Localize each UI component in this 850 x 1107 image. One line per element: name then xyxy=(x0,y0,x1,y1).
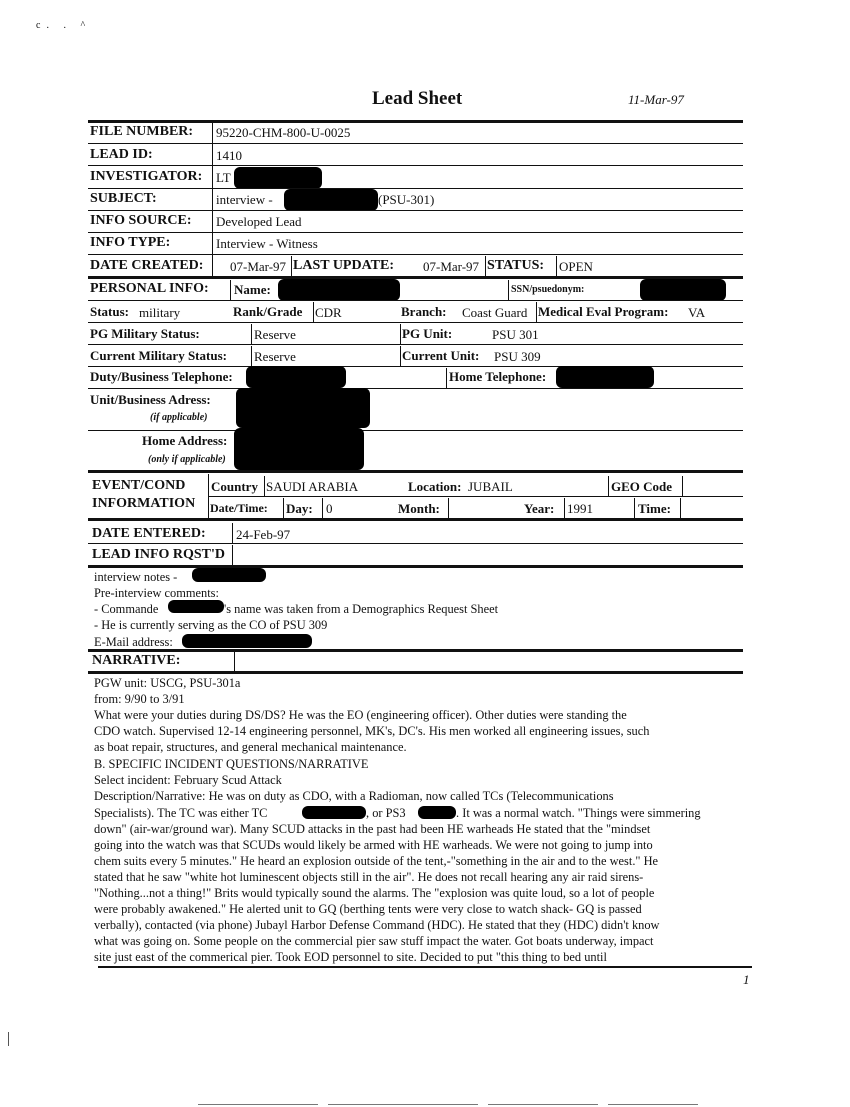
subject-prefix: interview - xyxy=(216,192,273,207)
personal-info-label: PERSONAL INFO: xyxy=(90,281,209,296)
redaction-block xyxy=(556,366,654,388)
status-field-label: Status: xyxy=(90,304,130,319)
pg-military-status-label: PG Military Status: xyxy=(90,326,200,341)
row-rule xyxy=(88,143,743,144)
row-rule xyxy=(88,188,743,189)
country-label: Country xyxy=(211,479,258,494)
cell-divider xyxy=(485,256,486,276)
narrative-line: what was going on. Some people on the commercial pier saw stuff impact the water. Got boats underway, impact xyxy=(94,934,654,948)
status-label: STATUS: xyxy=(487,258,545,273)
narrative-line: Description/Narrative: He was on duty as CDO, with a Radioman, now called TCs (Telecommunications xyxy=(94,789,614,803)
day-label: Day: xyxy=(286,501,313,516)
section-rule xyxy=(88,649,743,652)
lead-id-value: 1410 xyxy=(216,148,242,163)
notes-line: interview notes - xyxy=(94,570,178,584)
scan-artifact-line xyxy=(488,1104,598,1105)
narrative-line: B. SPECIFIC INCIDENT QUESTIONS/NARRATIVE xyxy=(94,757,369,771)
cell-divider xyxy=(230,280,231,300)
notes-line: - Commande xyxy=(94,602,159,616)
cell-divider xyxy=(283,498,284,518)
last-update-value: 07-Mar-97 xyxy=(423,259,480,274)
cell-divider xyxy=(564,498,565,518)
ssn-label: SSN/psuedonym: xyxy=(511,284,585,295)
page-title: Lead Sheet xyxy=(372,88,463,109)
date-created-label: DATE CREATED: xyxy=(90,258,204,273)
home-address-note: (only if applicable) xyxy=(148,454,226,465)
cell-divider xyxy=(536,302,537,322)
unit-address-note: (if applicable) xyxy=(150,412,208,423)
event-cond-label: EVENT/COND xyxy=(92,478,186,493)
cell-divider xyxy=(264,476,265,496)
narrative-line: "Nothing...not a thing!" Brits would typically sound the alarms. The "explosion was quite loud, so a lot of people xyxy=(94,886,655,900)
cell-divider xyxy=(680,498,681,518)
narrative-line: . It was a normal watch. "Things were simmering xyxy=(456,806,701,820)
notes-line: - He is currently serving as the CO of PSU 309 xyxy=(94,618,328,632)
cell-divider xyxy=(251,346,252,366)
redaction-block xyxy=(302,806,366,819)
pg-unit-label: PG Unit: xyxy=(402,326,453,341)
info-type-label: INFO TYPE: xyxy=(90,235,171,250)
redaction-block xyxy=(168,600,224,613)
datetime-label: Date/Time: xyxy=(210,501,268,515)
redaction-block xyxy=(236,388,370,428)
unit-address-label: Unit/Business Adress: xyxy=(90,392,211,407)
rank-label: Rank/Grade xyxy=(233,304,303,319)
country-value: SAUDI ARABIA xyxy=(266,479,359,494)
narrative-line: Specialists). The TC was either TC xyxy=(94,806,268,820)
scan-artifact-line xyxy=(328,1104,478,1105)
row-rule xyxy=(88,300,743,301)
row-rule xyxy=(88,232,743,233)
narrative-label: NARRATIVE: xyxy=(92,653,181,668)
narrative-line: from: 9/90 to 3/91 xyxy=(94,692,185,706)
row-rule xyxy=(88,165,743,166)
current-military-status-label: Current Military Status: xyxy=(90,348,227,363)
cell-divider xyxy=(446,368,447,388)
redaction-block xyxy=(182,634,312,648)
footer-rule xyxy=(98,966,752,968)
cell-divider xyxy=(634,498,635,518)
narrative-line: verbally), contacted (via phone) Jubayl Harbor Defense Command (HDC). He stated that they (HDC) didn't know xyxy=(94,918,660,932)
home-address-label: Home Address: xyxy=(142,433,228,448)
file-number-label: FILE NUMBER: xyxy=(90,124,194,139)
corner-marks: c. . ^ xyxy=(36,20,92,31)
report-date: 11-Mar-97 xyxy=(628,92,684,107)
day-value: 0 xyxy=(326,501,333,516)
investigator-label: INVESTIGATOR: xyxy=(90,169,203,184)
location-label: Location: xyxy=(408,479,462,494)
row-rule xyxy=(88,254,743,255)
redaction-block xyxy=(192,568,266,582)
info-source-label: INFO SOURCE: xyxy=(90,213,192,228)
cell-divider xyxy=(232,545,233,565)
redaction-block xyxy=(418,806,456,819)
location-value: JUBAIL xyxy=(468,479,513,494)
redaction-block xyxy=(246,366,346,388)
investigator-value: LT xyxy=(216,170,231,185)
rank-value: CDR xyxy=(315,305,342,320)
medical-eval-value: VA xyxy=(688,305,706,320)
geo-code-label: GEO Code xyxy=(611,479,673,494)
date-entered-label: DATE ENTERED: xyxy=(92,526,206,541)
name-label: Name: xyxy=(234,282,271,297)
row-rule xyxy=(88,322,743,323)
cell-divider xyxy=(234,651,235,671)
narrative-line: as boat repair, structures, and general mechanical maintenance. xyxy=(94,740,407,754)
row-rule xyxy=(88,388,743,389)
row-rule xyxy=(208,496,743,497)
lead-id-label: LEAD ID: xyxy=(90,147,153,162)
narrative-line: chem suits every 5 minutes." He heard an explosion outside of the tent,-"something in the air and to the west." He xyxy=(94,854,659,868)
narrative-line: CDO watch. Supervised 12-14 engineering personnel, MK's, DC's. His men worked all engineering issues, such xyxy=(94,724,650,738)
redaction-block xyxy=(640,279,726,301)
section-rule xyxy=(88,671,743,674)
section-rule xyxy=(88,518,743,521)
medical-eval-label: Medical Eval Program: xyxy=(538,304,669,319)
section-rule xyxy=(88,565,743,568)
cell-divider xyxy=(608,476,609,496)
notes-line: 's name was taken from a Demographics Request Sheet xyxy=(224,602,499,616)
notes-line: Pre-interview comments: xyxy=(94,586,219,600)
current-unit-label: Current Unit: xyxy=(402,348,480,363)
pg-military-status-value: Reserve xyxy=(254,327,296,342)
cell-divider xyxy=(400,346,401,366)
home-phone-label: Home Telephone: xyxy=(449,369,547,384)
row-rule xyxy=(88,210,743,211)
cell-divider xyxy=(313,302,314,322)
time-label: Time: xyxy=(638,501,671,516)
narrative-line: , or PS3 xyxy=(366,806,406,820)
narrative-line: were probably awakened." He alerted unit to GQ (berthing tents were very close to watch shack- GQ is passed xyxy=(94,902,642,916)
cell-divider xyxy=(508,280,509,300)
status-field-value: military xyxy=(139,305,181,320)
narrative-line: Select incident: February Scud Attack xyxy=(94,773,282,787)
date-entered-value: 24-Feb-97 xyxy=(236,527,291,542)
cell-divider xyxy=(556,256,557,276)
year-value: 1991 xyxy=(567,501,593,516)
redaction-block xyxy=(234,167,322,189)
status-value: OPEN xyxy=(559,259,593,274)
narrative-line: going into the watch was that SCUDs would likely be armed with HE warheads. We were not going to jump into xyxy=(94,838,653,852)
year-label: Year: xyxy=(524,501,555,516)
narrative-line: stated that he saw "white hot luminescent objects still in the air". He does not recall hearing any air raid sirens- xyxy=(94,870,644,884)
notes-line: E-Mail address: xyxy=(94,635,173,649)
info-type-value: Interview - Witness xyxy=(216,236,318,251)
section-rule xyxy=(88,470,743,473)
lead-info-rqstd-label: LEAD INFO RQST'D xyxy=(92,547,226,562)
file-number-value: 95220-CHM-800-U-0025 xyxy=(216,125,351,140)
subject-label: SUBJECT: xyxy=(90,191,157,206)
redaction-block xyxy=(278,279,400,301)
date-created-value: 07-Mar-97 xyxy=(230,259,287,274)
cell-divider xyxy=(251,324,252,344)
narrative-line: What were your duties during DS/DS? He was the EO (engineering officer). Other duties were standing the xyxy=(94,708,627,722)
branch-value: Coast Guard xyxy=(462,305,528,320)
page-number: 1 xyxy=(743,972,750,987)
redaction-block xyxy=(284,189,378,211)
scan-artifact-line xyxy=(608,1104,698,1105)
row-rule xyxy=(88,344,743,345)
info-source-value: Developed Lead xyxy=(216,214,302,229)
top-rule xyxy=(88,120,743,123)
row-rule xyxy=(88,543,743,544)
scan-artifact-line xyxy=(198,1104,318,1105)
cell-divider xyxy=(291,256,292,276)
duty-phone-label: Duty/Business Telephone: xyxy=(90,369,233,384)
cell-divider xyxy=(322,498,323,518)
row-rule xyxy=(88,430,743,431)
narrative-line: down" (air-war/ground war). Many SCUD attacks in the past had been HE warheads He stated that the "mindset xyxy=(94,822,651,836)
margin-mark xyxy=(8,1032,9,1046)
subject-suffix: (PSU-301) xyxy=(378,192,435,207)
narrative-line: PGW unit: USCG, PSU-301a xyxy=(94,676,241,690)
branch-label: Branch: xyxy=(401,304,447,319)
cell-divider xyxy=(232,523,233,543)
month-label: Month: xyxy=(398,501,440,516)
last-update-label: LAST UPDATE: xyxy=(293,258,395,273)
cell-divider xyxy=(682,476,683,496)
event-information-label: INFORMATION xyxy=(92,496,196,511)
narrative-line: site just east of the commerical pier. Took EOD personnel to site. Decided to put "this thing to bed until xyxy=(94,950,607,964)
cell-divider xyxy=(400,324,401,344)
pg-unit-value: PSU 301 xyxy=(492,327,539,342)
current-unit-value: PSU 309 xyxy=(494,349,541,364)
cell-divider xyxy=(448,498,449,518)
current-military-status-value: Reserve xyxy=(254,349,296,364)
redaction-block xyxy=(234,428,364,470)
